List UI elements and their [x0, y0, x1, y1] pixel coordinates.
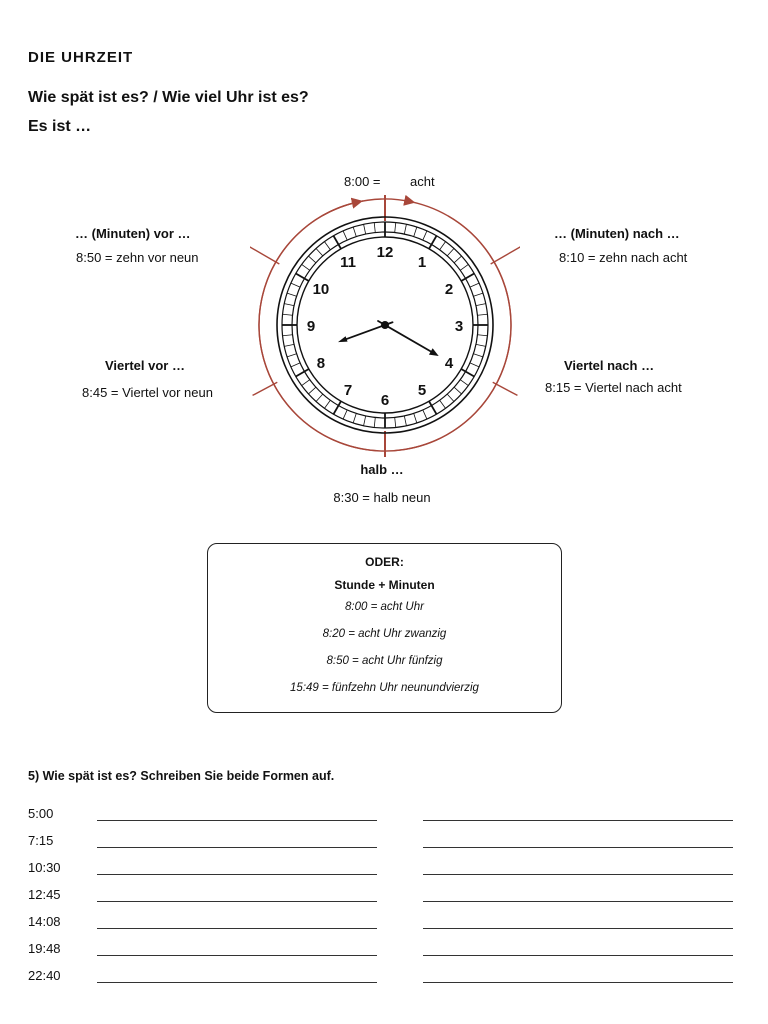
- minute-tick: [460, 264, 468, 270]
- answer-line-b[interactable]: [423, 874, 733, 875]
- clock-number: 4: [444, 355, 454, 372]
- answer-line-b[interactable]: [423, 955, 733, 956]
- quarter-before-title: Viertel vor …: [105, 358, 185, 373]
- minute-tick: [308, 256, 315, 263]
- minute-tick: [423, 410, 427, 419]
- minute-tick: [364, 224, 366, 234]
- answer-line-b[interactable]: [423, 901, 733, 902]
- minute-tick: [476, 344, 486, 346]
- minute-tick: [477, 335, 487, 336]
- minute-tick: [404, 416, 406, 426]
- before-arrow: [322, 202, 359, 216]
- minute-tick: [374, 417, 375, 427]
- minute-tick: [404, 224, 406, 234]
- oder-example: 8:00 = acht Uhr: [345, 601, 424, 613]
- page-title: DIE UHRZEIT: [28, 49, 134, 66]
- minute-tick: [324, 400, 330, 408]
- oder-subtitle: Stunde + Minuten: [334, 578, 435, 592]
- exercise-instruction: 5) Wie spät ist es? Schreiben Sie beide Formen auf.: [28, 769, 335, 783]
- question-heading: Wie spät ist es? / Wie viel Uhr ist es?: [28, 89, 309, 106]
- minute-tick: [308, 387, 315, 394]
- exercise-time: 22:40: [28, 968, 61, 983]
- clock-number: 2: [444, 281, 454, 298]
- minute-tick: [374, 223, 375, 233]
- answer-line-b[interactable]: [423, 982, 733, 983]
- exercise-time: 14:08: [28, 914, 61, 929]
- pointer-line: [491, 245, 520, 264]
- after-example: 8:10 = zehn nach acht: [559, 250, 688, 265]
- answer-line-a[interactable]: [97, 928, 377, 929]
- minute-tick: [316, 394, 323, 401]
- minute-tick: [473, 354, 483, 357]
- exercise-time: 19:48: [28, 941, 61, 956]
- clock-center: [381, 321, 389, 329]
- minute-tick: [343, 231, 347, 240]
- clock-number: 10: [312, 281, 330, 298]
- minute-tick: [460, 380, 468, 386]
- minute-tick: [287, 354, 297, 357]
- minute-tick: [454, 256, 461, 263]
- minute-tick: [291, 283, 300, 287]
- oder-example: 15:49 = fünfzehn Uhr neunundvierzig: [290, 682, 479, 694]
- quarter-before-example: 8:45 = Viertel vor neun: [82, 385, 213, 400]
- answer-line-a[interactable]: [97, 955, 377, 956]
- clock-number: 11: [340, 253, 356, 271]
- after-title: … (Minuten) nach …: [554, 226, 680, 241]
- top-example: 8:00 =: [344, 174, 381, 189]
- answer-line-a[interactable]: [97, 820, 377, 821]
- minute-tick: [291, 363, 300, 367]
- answer-line-a[interactable]: [97, 847, 377, 848]
- minute-tick: [284, 344, 294, 346]
- minute-tick: [283, 335, 293, 336]
- clock-number: 5: [417, 382, 427, 400]
- quarter-after-title: Viertel nach …: [564, 358, 655, 373]
- minute-tick: [353, 227, 356, 237]
- clock-number: 8: [316, 355, 326, 372]
- oder-example: 8:50 = acht Uhr fünfzig: [326, 655, 443, 667]
- clock-number: 7: [343, 382, 353, 400]
- minute-tick: [287, 293, 297, 296]
- answer-line-a[interactable]: [97, 874, 377, 875]
- top-word: acht: [410, 174, 435, 189]
- exercise-time: 7:15: [28, 833, 54, 848]
- minute-tick: [324, 242, 330, 250]
- clock-number: 12: [376, 244, 394, 261]
- answer-line-b[interactable]: [423, 847, 733, 848]
- minute-tick: [423, 231, 427, 240]
- answer-line-b[interactable]: [423, 928, 733, 929]
- before-title: … (Minuten) vor …: [75, 226, 191, 241]
- pointer-line: [250, 245, 279, 264]
- minute-tick: [454, 387, 461, 394]
- minute-tick: [302, 264, 310, 270]
- clock-number: 3: [454, 318, 464, 335]
- minute-tick: [440, 400, 446, 408]
- minute-tick: [447, 248, 454, 255]
- answer-line-a[interactable]: [97, 901, 377, 902]
- minute-tick: [414, 227, 417, 237]
- minute-tick: [476, 304, 486, 306]
- oder-title: ODER:: [365, 555, 404, 569]
- minute-tick: [473, 293, 483, 296]
- quarter-after-example: 8:15 = Viertel nach acht: [545, 380, 682, 395]
- minute-tick: [477, 314, 487, 315]
- pointer-line: [493, 382, 518, 395]
- exercise-time: 12:45: [28, 887, 61, 902]
- minute-tick: [364, 416, 366, 426]
- clock-diagram: [250, 195, 520, 460]
- clock-number: 6: [380, 392, 390, 409]
- minute-tick: [284, 304, 294, 306]
- minute-tick: [414, 413, 417, 423]
- exercise-time: 5:00: [28, 806, 54, 821]
- answer-start-heading: Es ist …: [28, 118, 92, 135]
- before-example: 8:50 = zehn vor neun: [76, 250, 199, 265]
- half-example: 8:30 = halb neun: [333, 490, 431, 505]
- exercise-time: 10:30: [28, 860, 61, 875]
- minute-tick: [470, 363, 479, 367]
- minute-tick: [395, 223, 396, 233]
- clock-number: 1: [417, 253, 427, 271]
- half-title: halb …: [360, 462, 404, 477]
- answer-line-b[interactable]: [423, 820, 733, 821]
- minute-tick: [343, 410, 347, 419]
- minute-tick: [447, 394, 454, 401]
- minute-tick: [302, 380, 310, 386]
- minute-tick: [470, 283, 479, 287]
- answer-line-a[interactable]: [97, 982, 377, 983]
- oder-example: 8:20 = acht Uhr zwanzig: [322, 628, 447, 640]
- minute-tick: [283, 314, 293, 315]
- clock-number: 9: [306, 318, 316, 335]
- oder-box: [207, 543, 562, 713]
- minute-tick: [353, 413, 356, 423]
- pointer-line: [253, 382, 278, 395]
- clock-face: [250, 195, 520, 457]
- minute-tick: [395, 417, 396, 427]
- minute-tick: [440, 242, 446, 250]
- minute-tick: [316, 248, 323, 255]
